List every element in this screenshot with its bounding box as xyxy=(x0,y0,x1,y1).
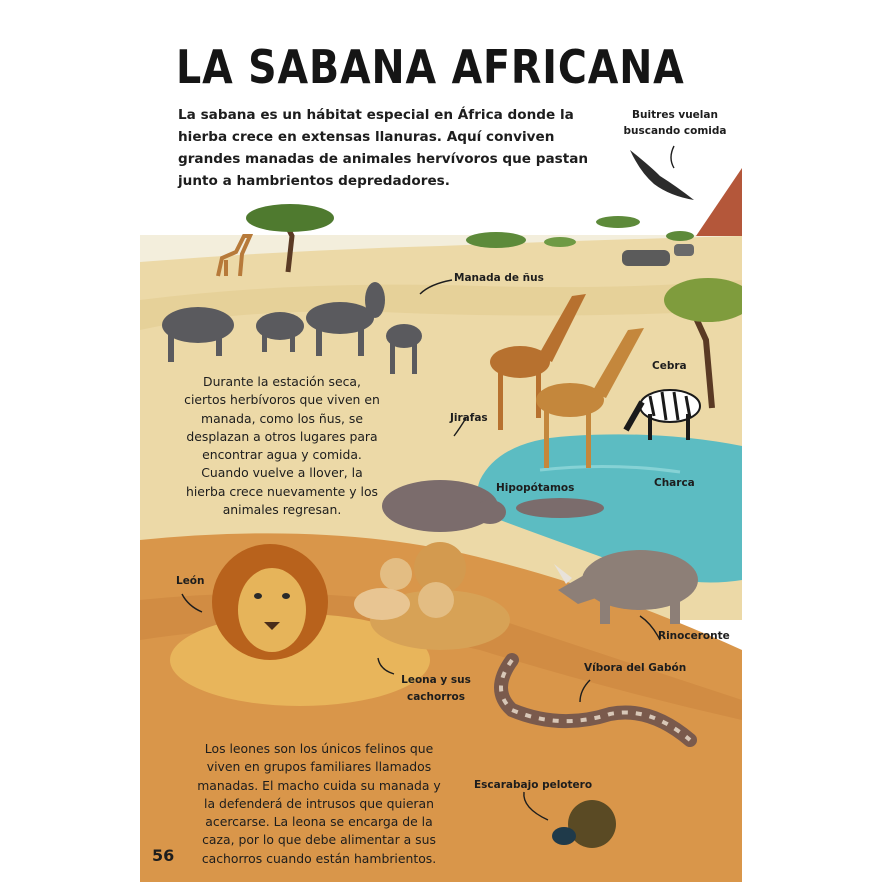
label-viper: Víbora del Gabón xyxy=(584,662,687,674)
label-lioness: Leona y sus cachorros xyxy=(401,674,471,703)
page-number: 56 xyxy=(152,846,175,865)
label-pond: Charca xyxy=(654,477,695,489)
label-wildebeest: Manada de ñus xyxy=(454,272,544,284)
page-title: LA SABANA AFRICANA xyxy=(176,40,685,94)
dry-season-text: Durante la estación seca, ciertos herbívoros que viven en manada, como los ñus, se desplazan a otros lugares para encontrar agua y comida. Cuando vuelve a llover, la hierba crece nuevamente y los animales regresan. xyxy=(184,374,380,518)
label-zebra: Cebra xyxy=(652,360,687,372)
label-vultures: Buitres vuelan buscando comida xyxy=(623,109,727,137)
label-lion: León xyxy=(176,575,205,587)
intro-paragraph: La sabana es un hábitat especial en África donde la hierba crece en extensas llanuras. Aquí conviven grandes manadas de animales hervívoros que pastan junto a hambrientos depredadores. xyxy=(178,107,589,189)
label-giraffes: Jirafas xyxy=(450,412,488,424)
vulture xyxy=(630,150,694,200)
book-page xyxy=(140,0,742,882)
label-rhino: Rinoceronte xyxy=(658,630,730,642)
label-beetle: Escarabajo pelotero xyxy=(474,779,593,791)
lions-text: Los leones son los únicos felinos que viven en grupos familiares llamados manadas. El macho cuida su manada y la defenderá de intrusos que quieran acercarse. La leona se encarga de la caza, por lo que debe alimentar a sus cachorros cuando están hambrientos. xyxy=(197,741,441,866)
label-hippos: Hipopótamos xyxy=(496,482,575,494)
mountain xyxy=(696,168,742,236)
